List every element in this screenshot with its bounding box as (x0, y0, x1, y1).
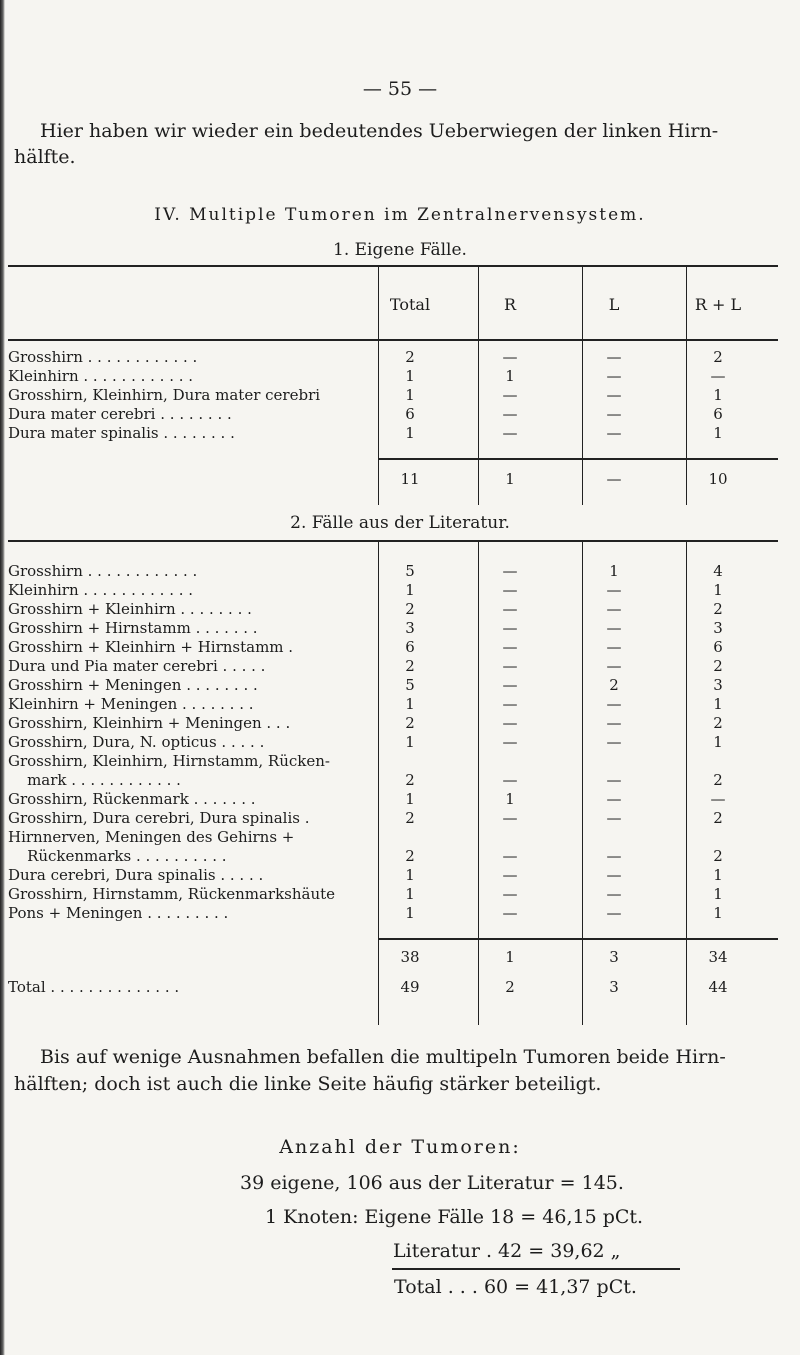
tumor-count-line-2: 1 Knoten: Eigene Fälle 18 = 46,15 pCt. (265, 1206, 644, 1228)
table-row: Grosshirn, Kleinhirn + Meningen . . . 2 — — 2 (8, 714, 723, 732)
table-row: Grosshirn, Rückenmark . . . . . . . 1 1 — — (8, 790, 726, 808)
intro-paragraph (14, 118, 740, 170)
tumor-count-line-4: Total . . . 60 = 41,37 pCt. (394, 1276, 637, 1298)
section-title: IV. Multiple Tumoren im Zentralnervensystem. (154, 205, 646, 225)
table2-subtitle: 2. Fälle aus der Literatur. (290, 513, 510, 533)
header-rl: R + L (694, 295, 742, 314)
table1-header-row (8, 295, 778, 315)
table-row: Grosshirn . . . . . . . . . . . . 5 — 1 4 (8, 562, 723, 580)
table-row: Grosshirn + Kleinhirn + Hirnstamm . 6 — — 6 (8, 638, 723, 656)
table-row: Pons + Meningen . . . . . . . . . 1 — — 1 (8, 904, 723, 922)
table-row: Rückenmarks . . . . . . . . . . 2 — — 2 (8, 847, 723, 865)
table-row: Grosshirn + Hirnstamm . . . . . . . 3 — — 3 (8, 619, 723, 637)
header-l: L (608, 295, 620, 314)
header-r: R (503, 295, 517, 314)
table-row: Dura cerebri, Dura spinalis . . . . . 1 — — 1 (8, 866, 723, 884)
table-row: Dura mater cerebri . . . . . . . . 6 — — 6 (8, 405, 723, 423)
table-row: mark . . . . . . . . . . . . 2 — — 2 (8, 771, 723, 789)
table1-sum-rule (378, 458, 778, 460)
conclusion-paragraph (14, 1044, 760, 1098)
tumor-count-line-3: Literatur . 42 = 39,62 „ (393, 1240, 621, 1262)
table-row: Grosshirn, Hirnstamm, Rückenmarkshäute 1 — — 1 (8, 885, 723, 903)
page-number: — 55 — (362, 78, 438, 100)
intro-line-2: hälfte. (14, 146, 76, 168)
table1-totals-row: 11 1 — 10 (400, 470, 728, 488)
table1-subtitle: 1. Eigene Fälle. (333, 240, 467, 260)
table-row: Grosshirn, Kleinhirn, Dura mater cerebri 1 — — 1 (8, 386, 723, 404)
table-row: Kleinhirn + Meningen . . . . . . . . 1 — — 1 (8, 695, 723, 713)
table-row: Dura mater spinalis . . . . . . . . 1 — — 1 (8, 424, 723, 442)
tumor-count-title: Anzahl der Tumoren: (279, 1136, 521, 1158)
table2-grand-total-row: Total . . . . . . . . . . . . . . 49 2 3 44 (8, 978, 728, 996)
table-row: Kleinhirn . . . . . . . . . . . . 1 1 — — (8, 367, 726, 385)
table-row: Kleinhirn . . . . . . . . . . . . 1 — — 1 (8, 581, 723, 599)
table-own-cases (8, 265, 778, 510)
table-row: Hirnnerven, Meningen des Gehirns + (8, 828, 295, 846)
table1-header-rule (8, 339, 778, 341)
table-row: Grosshirn + Meningen . . . . . . . . 5 — 2 3 (8, 676, 723, 694)
table-row: Grosshirn + Kleinhirn . . . . . . . . 2 — — 2 (8, 600, 723, 618)
table-row: Grosshirn, Dura, N. opticus . . . . . 1 — — 1 (8, 733, 723, 751)
table2-sum-rule (378, 938, 778, 940)
table-literature-cases (8, 540, 778, 1030)
table-row: Grosshirn, Kleinhirn, Hirnstamm, Rücken- (8, 752, 330, 770)
conclusion-line-2: hälften; doch ist auch die linke Seite häufig stärker beteiligt. (14, 1073, 602, 1095)
table-row: Grosshirn . . . . . . . . . . . . 2 — — 2 (8, 348, 723, 366)
sum-rule (392, 1268, 680, 1270)
table2-top-rule (8, 540, 778, 542)
conclusion-line-1: Bis auf wenige Ausnahmen befallen die multipeln Tumoren beide Hirn- (40, 1046, 726, 1068)
tumor-count-line-1: 39 eigene, 106 aus der Literatur = 145. (240, 1172, 624, 1194)
table-row: Grosshirn, Dura cerebri, Dura spinalis . 2 — — 2 (8, 809, 723, 827)
intro-line-1: Hier haben wir wieder ein bedeutendes Ueberwiegen der linken Hirn- (40, 120, 719, 142)
table-row: Dura und Pia mater cerebri . . . . . 2 — — 2 (8, 657, 723, 675)
table1-top-rule (8, 265, 778, 267)
header-total: Total (389, 295, 431, 314)
table2-subtotals-row: 38 1 3 34 (400, 948, 728, 966)
